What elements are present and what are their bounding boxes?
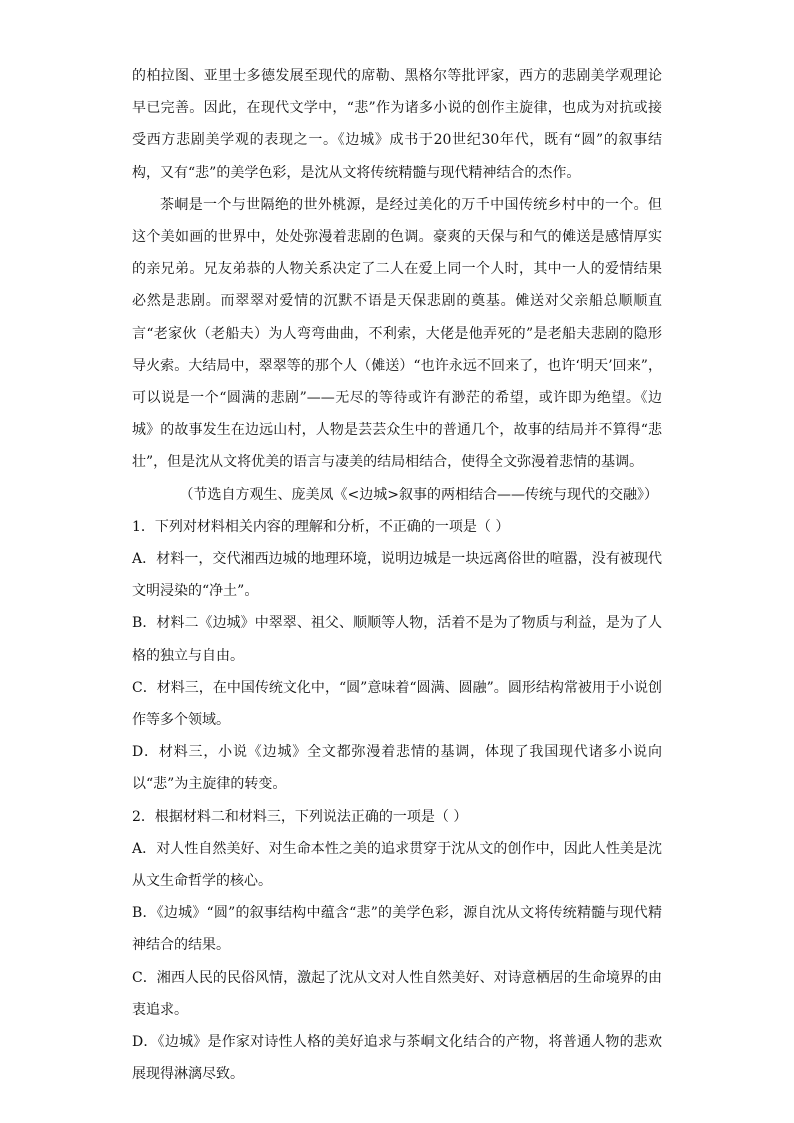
question-1-option-b: B．材料二《边城》中翠翠、祖父、顺顺等人物，活着不是为了物质与利益，是为了人格的独立与自由。	[132, 615, 662, 664]
question-1-option-d: D．材料三，小说《边城》全文都弥漫着悲情的基调，体现了我国现代诸多小说向以“悲”为主旋律的转变。	[132, 744, 662, 793]
question-1-stem: 1．下列对材料相关内容的理解和分析，不正确的一项是（ ）	[132, 518, 510, 535]
question-1-option-a: A．材料一，交代湘西边城的地理环境，说明边城是一块远离俗世的喧嚣，没有被现代文明浸染的“净土”。	[132, 551, 662, 600]
question-2-option-a: A．对人性自然美好、对生命本性之美的追求贯穿于沈从文的创作中，因此人性美是沈从文生命哲学的核心。	[132, 840, 662, 890]
question-2-option-c: C．湘西人民的民俗风情，激起了沈从文对人性自然美好、对诗意栖居的生命境界的由衷追求。	[132, 969, 662, 1018]
passage-paragraph-1: 的柏拉图、亚里士多德发展至现代的席勒、黑格尔等批评家，西方的悲剧美学观理论早已完善。因此，在现代文学中，“悲”作为诸多小说的创作主旋律，也成为对抗或接受西方悲剧美学观的表现之一。《边城》成书于20世纪30年代，既有“圆”的叙事结构，又有“悲”的美学色彩，是沈从文将传统精髓与现代精神结合的杰作。	[132, 68, 662, 181]
question-2-stem: 2．根据材料二和材料三，下列说法正确的一项是（ ）	[132, 808, 468, 825]
question-1-option-c: C．材料三，在中国传统文化中，“圆”意味着“圆满、圆融”。圆形结构常被用于小说创作等多个领域。	[132, 679, 662, 729]
passage-source-citation: （节选自方观生、庞美凤《<边城>叙事的两相结合——传统与现代的交融》）	[179, 486, 658, 503]
question-2-option-b: B．《边城》“圆”的叙事结构中蕴含“悲”的美学色彩，源自沈从文将传统精髓与现代精神结合的结果。	[132, 905, 662, 954]
question-2-option-d: D．《边城》是作家对诗性人格的美好追求与茶峒文化结合的产物，将普通人物的悲欢展现得淋漓尽致。	[132, 1034, 662, 1083]
passage-paragraph-2: 茶峒是一个与世隔绝的世外桃源，是经过美化的万千中国传统乡村中的一个。但这个美如画的世界中，处处弥漫着悲剧的色调。豪爽的天保与和气的傩送是感情厚实的亲兄弟。兄友弟恭的人物关系决定了二人在爱上同一个人时，其中一人的爱情结果必然是悲剧。而翠翠对爱情的沉默不语是天保悲剧的奠基。傩送对父亲船总顺顺直言“老家伙（老船夫）为人弯弯曲曲，不利索，大佬是他弄死的”是老船夫悲剧的隐形导火索。大结局中，翠翠等的那个人（傩送）“也许永远不回来了，也许‘明天’回来”，可以说是一个“圆满的悲剧”——无尽的等待或许有渺茫的希望，或许即为绝望。《边城》的故事发生在边远山村，人物是芸芸众生中的普通几个，故事的结局并不算得“悲壮”，但是沈从文将优美的语言与凄美的结局相结合，使得全文弥漫着悲情的基调。	[132, 196, 662, 471]
document-page	[132, 60, 662, 1091]
